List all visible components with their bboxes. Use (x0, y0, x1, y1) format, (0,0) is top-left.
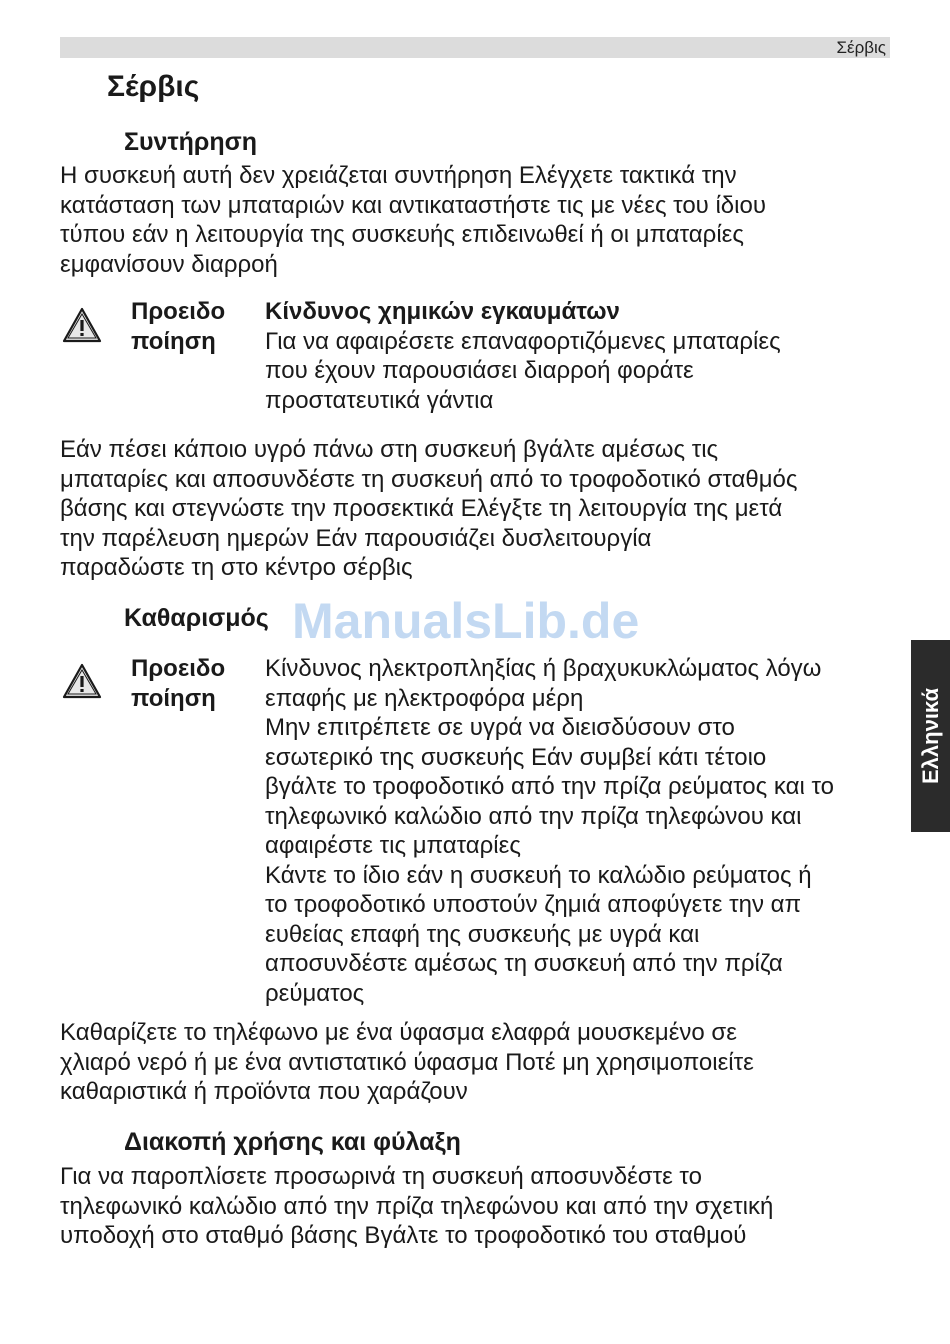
text-line: προστατευτικά γάντια (265, 386, 494, 414)
text-line: καθαριστικά ή προϊόντα που χαράζουν (60, 1078, 468, 1105)
warning-triangle-icon (61, 306, 103, 344)
text-line: Η συσκευή αυτή δεν χρειάζεται συντήρηση Ελέγχετε τακτικά την (60, 162, 737, 189)
storage-heading: Διακοπή χρήσης και φύλαξη (124, 1128, 461, 1156)
text-line: Για να παροπλίσετε προσωρινά τη συσκευή αποσυνδέστε το (60, 1163, 702, 1190)
liquid-paragraph (60, 435, 905, 583)
warning-label (131, 654, 225, 714)
warning-label-line: ποίηση (131, 328, 216, 355)
text-line: κατάσταση των μπαταριών και αντικαταστήστε τις με νέες του ίδιου (60, 191, 766, 219)
warning-triangle-icon (61, 662, 103, 700)
text-line: Μην επιτρέπετε σε υγρά να διεισδύσουν στο (265, 714, 735, 741)
text-line: ευθείας επαφή της συσκευής με υγρά και (265, 920, 700, 948)
maintenance-paragraph (60, 161, 905, 279)
text-line: παραδώστε τη στο κέντρο σέρβις (60, 554, 413, 581)
text-line: το τροφοδοτικό υποστούν ζημιά αποφύγετε την απ (265, 891, 802, 918)
text-line: τύπου εάν η λειτουργία της συσκευής επιδεινωθεί ή οι μπαταρίες (60, 221, 744, 248)
text-line: Κίνδυνος ηλεκτροπληξίας ή βραχυκυκλώματος λόγω (265, 655, 822, 682)
warning-label (131, 297, 225, 357)
text-line: μπαταρίες και αποσυνδέστε τη συσκευή από το τροφοδοτικό σταθμός (60, 465, 798, 493)
text-line: την παρέλευση ημερών Εάν παρουσιάζει δυσλειτουργία (60, 524, 652, 552)
warning-title: Κίνδυνος χημικών εγκαυμάτων (265, 298, 620, 325)
warning-body (265, 654, 834, 1008)
text-line: Κάντε το ίδιο εάν η συσκευή το καλώδιο ρεύματος ή (265, 861, 812, 889)
text-line: Για να αφαιρέσετε επαναφορτιζόμενες μπαταρίες (265, 327, 781, 355)
warning-body (265, 297, 781, 415)
text-line: Εάν πέσει κάποιο υγρό πάνω στη συσκευή βγάλτε αμέσως τις (60, 436, 719, 463)
text-line: εσωτερικό της συσκευής Εάν συμβεί κάτι τέτοιο (265, 743, 767, 771)
warning-label-line: Προειδο (131, 655, 226, 682)
text-line: βάσης και στεγνώστε την προσεκτικά Ελέγξτε τη λειτουργία της μετά (60, 495, 783, 522)
maintenance-heading: Συντήρηση (124, 128, 257, 156)
cleaning-paragraph (60, 1018, 905, 1107)
text-line: τηλεφωνικό καλώδιο από την πρίζα τηλεφώνου και από την σχετική (60, 1192, 774, 1220)
cleaning-heading: Καθαρισμός (124, 604, 269, 632)
text-line: που έχουν παρουσιάσει διαρροή φοράτε (265, 357, 694, 384)
running-title: Σέρβις (836, 38, 886, 57)
text-line: επαφής με ηλεκτροφόρα μέρη (265, 684, 584, 712)
text-line: βγάλτε το τροφοδοτικό από την πρίζα ρεύματος και το (265, 773, 834, 800)
language-tab (911, 640, 950, 832)
header-bar (60, 37, 890, 58)
text-line: τηλεφωνικό καλώδιο από την πρίζα τηλεφώνου και (265, 802, 802, 830)
text-line: χλιαρό νερό ή με ένα αντιστατικό ύφασμα Ποτέ μη χρησιμοποιείτε (60, 1048, 754, 1076)
text-line: αποσυνδέστε αμέσως τη συσκευή από την πρίζα (265, 950, 783, 977)
text-line: Καθαρίζετε το τηλέφωνο με ένα ύφασμα ελαφρά μουσκεμένο σε (60, 1019, 737, 1046)
text-line: εμφανίσουν διαρροή (60, 250, 278, 278)
text-line: αφαιρέστε τις μπαταρίες (265, 832, 521, 859)
text-line: ρεύματος (265, 979, 365, 1007)
watermark: ManualsLib.de (292, 593, 640, 649)
storage-paragraph (60, 1162, 905, 1251)
language-tab-label: Ελληνικά (917, 688, 943, 784)
warning-label-line: Προειδο (131, 298, 226, 325)
text-line: υποδοχή στο σταθμό βάσης Βγάλτε το τροφοδοτικό του σταθμού (60, 1222, 747, 1249)
warning-label-line: ποίηση (131, 685, 216, 712)
page-title: Σέρβις (107, 70, 200, 103)
